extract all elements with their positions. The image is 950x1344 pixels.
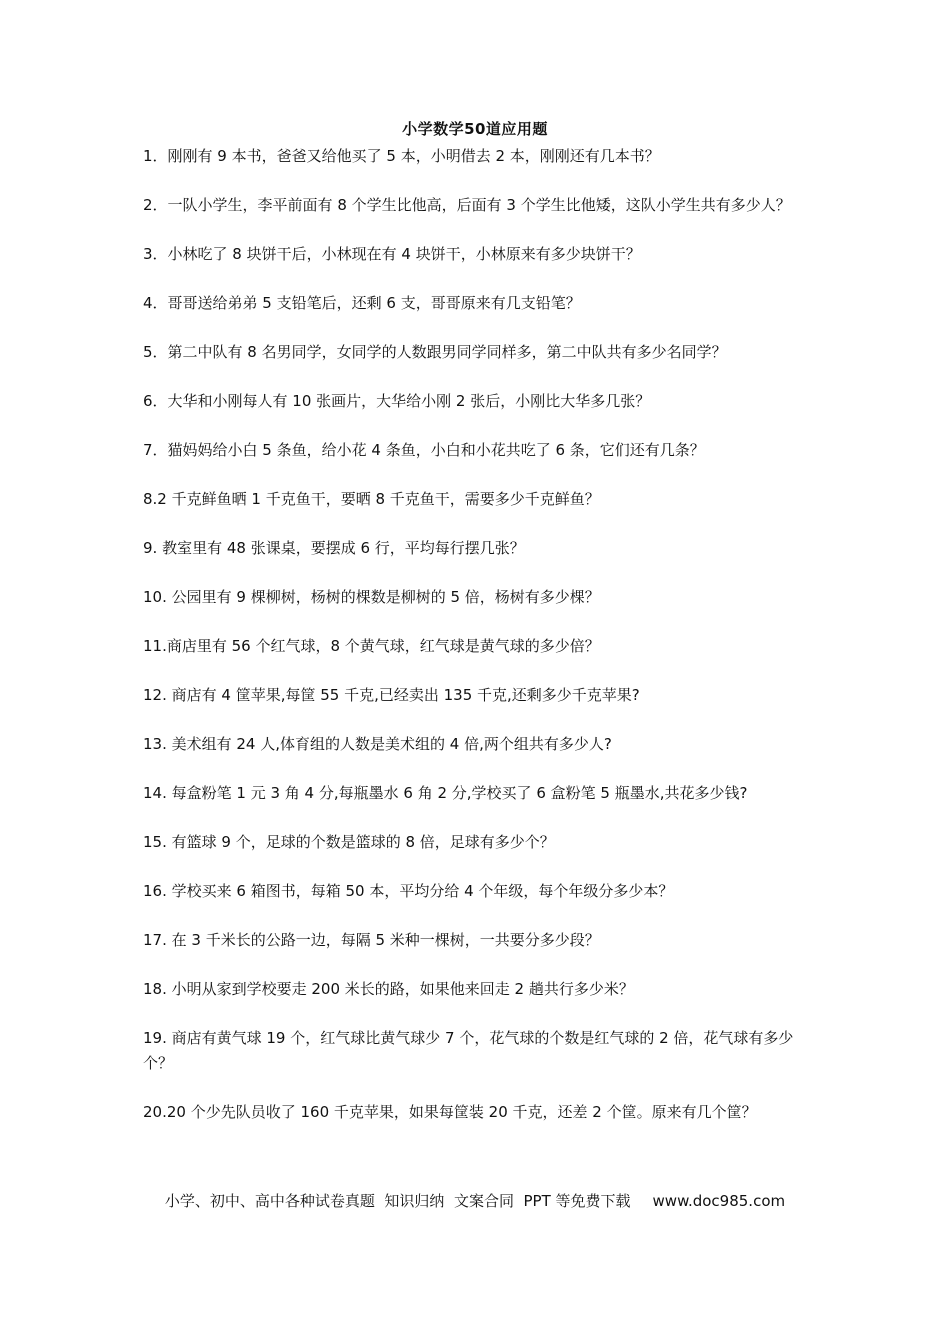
- question-3: 3．小林吃了 8 块饼干后，小林现在有 4 块饼干，小林原来有多少块饼干？: [143, 245, 641, 263]
- question-14: 14. 每盒粉笔 1 元 3 角 4 分,每瓶墨水 6 角 2 分,学校买了 6 盒粉笔 5 瓶墨水,共花多少钱?: [143, 784, 748, 802]
- question-19: 19. 商店有黄气球 19 个，红气球比黄气球少 7 个，花气球的个数是红气球的 2 倍，花气球有多少个？: [143, 1029, 794, 1072]
- question-4: 4．哥哥送给弟弟 5 支铅笔后，还剩 6 支，哥哥原来有几支铅笔？: [143, 294, 581, 312]
- question-13: 13. 美术组有 24 人,体育组的人数是美术组的 4 倍,两个组共有多少人?: [143, 735, 612, 753]
- footer-text: 小学、初中、高中各种试卷真题 知识归纳 文案合同 PPT 等免费下载: [164, 1192, 631, 1210]
- question-15: 15. 有篮球 9 个，足球的个数是篮球的 8 倍，足球有多少个？: [143, 833, 555, 851]
- footer-site-link[interactable]: www.doc985.com: [652, 1192, 786, 1210]
- question-10: 10. 公园里有 9 棵柳树，杨树的棵数是柳树的 5 倍，杨树有多少棵？: [143, 588, 600, 606]
- question-2: 2．一队小学生，李平前面有 8 个学生比他高，后面有 3 个学生比他矮，这队小学生共有多少人？: [143, 196, 791, 214]
- question-7: 7．猫妈妈给小白 5 条鱼，给小花 4 条鱼，小白和小花共吃了 6 条，它们还有几条？: [143, 441, 705, 459]
- question-1: 1．刚刚有 9 本书，爸爸又给他买了 5 本，小明借去 2 本，刚刚还有几本书？: [143, 147, 660, 165]
- question-8: 8.2 千克鲜鱼晒 1 千克鱼干，要晒 8 千克鱼干，需要多少千克鲜鱼？: [143, 490, 600, 508]
- page-footer: [0, 1190, 950, 1211]
- question-16: 16. 学校买来 6 箱图书，每箱 50 本，平均分给 4 个年级，每个年级分多少本？: [143, 882, 674, 900]
- question-11: 11.商店里有 56 个红气球，8 个黄气球，红气球是黄气球的多少倍？: [143, 637, 600, 655]
- question-20: 20.20 个少先队员收了 160 千克苹果，如果每筐装 20 千克，还差 2 个筐。原来有几个筐？: [143, 1103, 757, 1121]
- document-title: 小学数学50道应用题: [402, 120, 548, 138]
- question-12: 12. 商店有 4 筐苹果,每筐 55 千克,已经卖出 135 千克,还剩多少千克苹果?: [143, 686, 640, 704]
- question-5: 5．第二中队有 8 名男同学，女同学的人数跟男同学同样多，第二中队共有多少名同学？: [143, 343, 727, 361]
- question-18: 18. 小明从家到学校要走 200 米长的路，如果他来回走 2 趟共行多少米？: [143, 980, 634, 998]
- question-9: 9. 教室里有 48 张课桌，要摆成 6 行，平均每行摆几张？: [143, 539, 525, 557]
- question-17: 17. 在 3 千米长的公路一边，每隔 5 米种一棵树，一共要分多少段？: [143, 931, 600, 949]
- question-6: 6．大华和小刚每人有 10 张画片，大华给小刚 2 张后，小刚比大华多几张？: [143, 392, 651, 410]
- question-list: [143, 144, 808, 1149]
